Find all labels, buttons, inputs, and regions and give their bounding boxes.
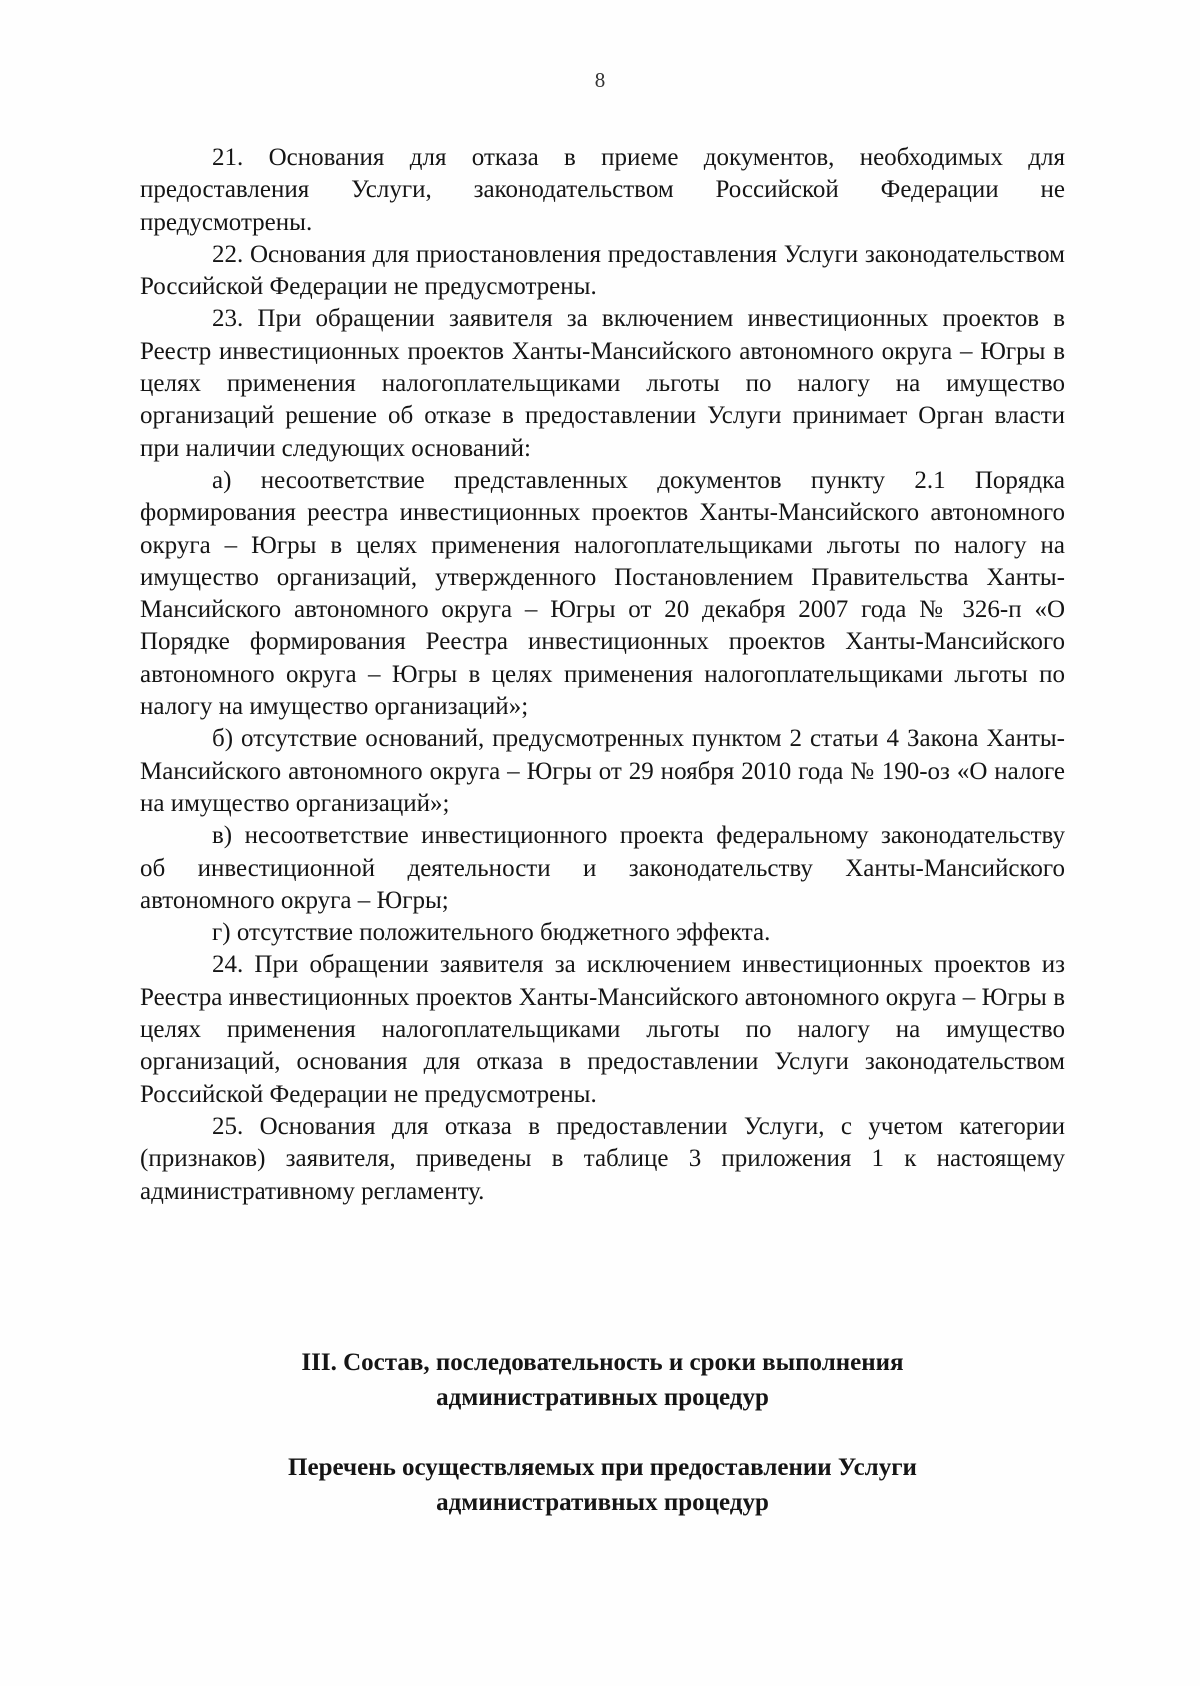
- section-heading: [140, 1345, 1065, 1415]
- paragraph-22: 22. Основания для приостановления предоставления Услуги законодательством Российской Федерации не предусмотрены.: [140, 240, 1065, 301]
- document-body: [140, 142, 1065, 1208]
- paragraph-23: 23. При обращении заявителя за включением инвестиционных проектов в Реестр инвестиционных проектов Ханты-Мансийского автономного округа – Югры в целях применения налогоплательщиками льготы по налогу на имущество организаций решение об отказе в предоставлении Услуги принимает Орган власти при наличии следующих оснований:: [140, 305, 1065, 462]
- subsection-heading-line-2: административных процедур: [436, 1489, 769, 1516]
- paragraph-21: 21. Основания для отказа в приеме документов, необходимых для предоставления Услуги, законодательством Российской Федерации не предусмотрены.: [140, 144, 1065, 236]
- subsection-heading-line-1: Перечень осуществляемых при предоставлении Услуги: [288, 1454, 917, 1481]
- subsection-heading: [140, 1450, 1065, 1520]
- paragraph-24: 24. При обращении заявителя за исключением инвестиционных проектов из Реестра инвестиционных проектов Ханты-Мансийского автономного округа – Югры в целях применения налогоплательщиками льготы по налогу на имущество организаций, основания для отказа в предоставлении Услуги законодательством Российской Федерации не предусмотрены.: [140, 951, 1065, 1108]
- list-item-b: б) отсутствие оснований, предусмотренных пунктом 2 статьи 4 Закона Ханты-Мансийского автономного округа – Югры от 29 ноября 2010 года № 190-оз «О налоге на имущество организаций»;: [140, 725, 1065, 817]
- section-heading-line-1: III. Состав, последовательность и сроки выполнения: [301, 1349, 904, 1376]
- list-item-g: г) отсутствие положительного бюджетного эффекта.: [212, 919, 771, 947]
- section-heading-line-2: административных процедур: [436, 1384, 769, 1411]
- paragraph-25: 25. Основания для отказа в предоставлении Услуги, с учетом категории (признаков) заявителя, приведены в таблице 3 приложения 1 к настоящему административному регламенту.: [140, 1112, 1065, 1205]
- list-item-v: в) несоответствие инвестиционного проекта федеральному законодательству об инвестиционной деятельности и законодательству Ханты-Мансийского автономного округа – Югры;: [140, 822, 1065, 914]
- list-item-a: а) несоответствие представленных документов пункту 2.1 Порядка формирования реестра инвестиционных проектов Ханты-Мансийского автономного округа – Югры в целях применения налогоплательщиками льготы по налогу на имущество организаций, утвержденного Постановлением Правительства Ханты-Мансийского автономного округа – Югры от 20 декабря 2007 года № 326-п «О Порядке формирования Реестра инвестиционных проектов Ханты-Мансийского автономного округа – Югры в целях применения налогоплательщиками льготы по налогу на имущество организаций»;: [140, 466, 1065, 721]
- page-number: 8: [594, 68, 606, 92]
